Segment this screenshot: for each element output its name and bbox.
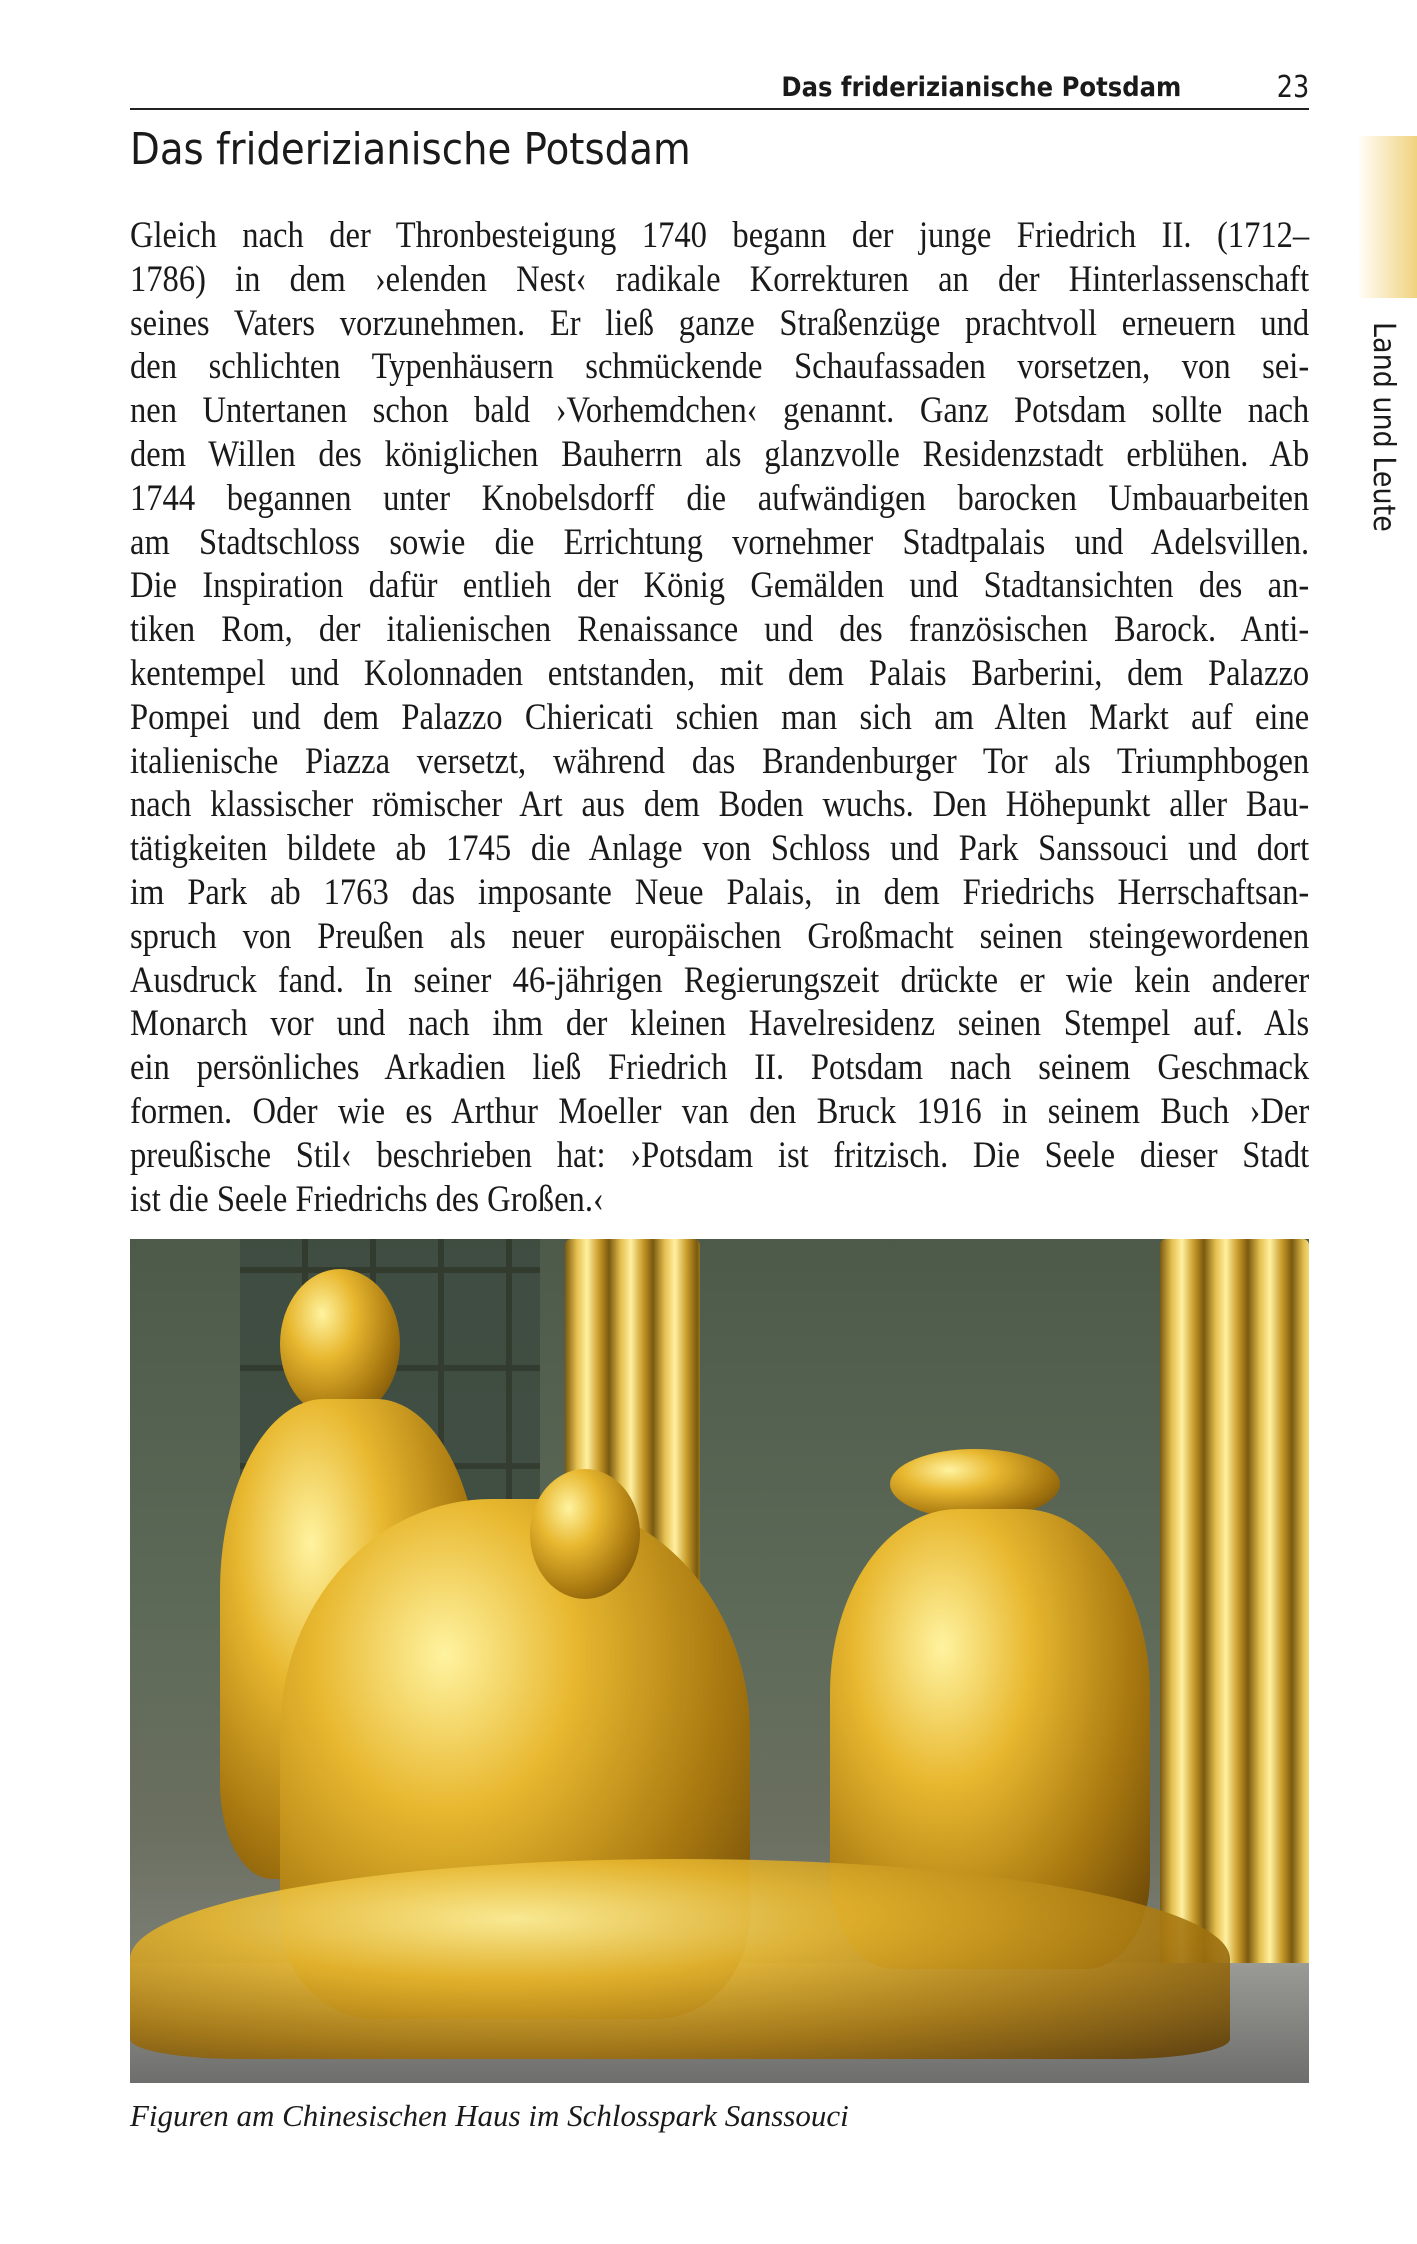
body-line: Gleich nach der Thronbesteigung 1740 begann der junge Friedrich II. (1712– <box>130 215 1310 256</box>
photo-figure-head <box>530 1469 640 1599</box>
body-line: ein persönliches Arkadien ließ Friedrich II. Potsdam nach seinem Geschmack <box>130 1047 1310 1089</box>
body-line: tätigkeiten bildete ab 1745 die Anlage von Schloss und Park Sanssouci und dort <box>130 828 1310 870</box>
body-line: formen. Oder wie es Arthur Moeller van den Bruck 1916 in seinem Buch ›Der <box>130 1090 1310 1132</box>
body-line: Monarch vor und nach ihm der kleinen Havelresidenz seinen Stempel auf. Als <box>130 1003 1310 1045</box>
body-line: den schlichten Typenhäusern schmückende Schaufassaden vorsetzen, von sei- <box>130 346 1310 388</box>
body-line: nach klassischer römischer Art aus dem Boden wuchs. Den Höhepunkt aller Bau- <box>130 784 1310 826</box>
body-line: Pompei und dem Palazzo Chiericati schien man sich am Alten Markt auf eine <box>130 696 1310 738</box>
body-line: italienische Piazza versetzt, während das Brandenburger Tor als Triumphbogen <box>130 740 1310 782</box>
body-line: tiken Rom, der italienischen Renaissance und des französischen Barock. Anti- <box>130 609 1310 651</box>
body-line: 1786) in dem ›elenden Nest‹ radikale Korrekturen an der Hinterlassenschaft <box>130 258 1310 300</box>
page-title: Das friderizianische Potsdam <box>130 124 691 175</box>
photo-chinese-house-figures <box>130 1239 1309 2083</box>
body-line: spruch von Preußen als neuer europäischen Großmacht seinen steingewordenen <box>130 915 1310 957</box>
body-line: im Park ab 1763 das imposante Neue Palais, in dem Friedrichs Herrschaftsan- <box>130 871 1310 913</box>
body-line: 1744 begannen unter Knobelsdorff die aufwändigen barocken Umbauarbeiten <box>130 477 1310 519</box>
running-head <box>130 68 1309 108</box>
body-line: seines Vaters vorzunehmen. Er ließ ganze Straßenzüge prachtvoll erneuern und <box>130 302 1310 344</box>
body-line: Ausdruck fand. In seiner 46-jährigen Regierungszeit drückte er wie kein anderer <box>130 959 1310 1001</box>
photo-figure-head <box>280 1269 400 1419</box>
photo-gilded-base <box>130 1859 1230 2059</box>
page-number: 23 <box>1276 70 1309 105</box>
photo-caption: Figuren am Chinesischen Haus im Schlosspark Sanssouci <box>130 2098 849 2133</box>
body-line: kentempel und Kolonnaden entstanden, mit dem Palais Barberini, dem Palazzo <box>130 652 1310 694</box>
body-line: nen Untertanen schon bald ›Vorhemdchen‹ genannt. Ganz Potsdam sollte nach <box>130 390 1310 432</box>
running-head-title: Das friderizianische Potsdam <box>781 72 1181 103</box>
body-line: dem Willen des königlichen Bauherrn als glanzvolle Residenzstadt erblühen. Ab <box>130 433 1310 475</box>
body-line: preußische Stil‹ beschrieben hat: ›Potsdam ist fritzisch. Die Seele dieser Stadt <box>130 1134 1310 1176</box>
body-line: am Stadtschloss sowie die Errichtung vornehmer Stadtpalais und Adelsvillen. <box>130 521 1310 563</box>
header-rule <box>130 108 1309 110</box>
body-line: ist die Seele Friedrichs des Großen.‹ <box>130 1178 604 1220</box>
section-tab-label: Land und Leute <box>1366 322 1401 532</box>
body-text <box>130 214 1309 1221</box>
section-tab-marker <box>1359 136 1417 298</box>
body-line: Die Inspiration dafür entlieh der König Gemälden und Stadtansichten des an- <box>130 565 1310 607</box>
